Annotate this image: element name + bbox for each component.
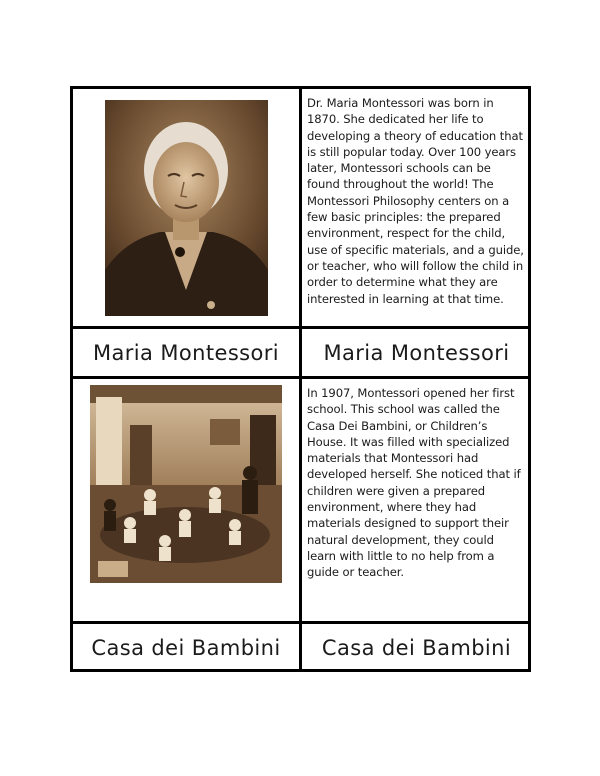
definition-card-label: Casa dei Bambini — [321, 636, 512, 660]
casa-dei-bambini-description: In 1907, Montessori opened her first school. This school was called the Casa Dei Bambini, or Children’s House. It was filled with specialized materials that Montessori had developed herself. She noticed that if children were given a prepared environment, where they had materials designed to support their natural development, they could learn with little to no help from a guide or teacher. — [307, 386, 521, 580]
portrait-photo-cell — [73, 89, 299, 326]
casa-dei-bambini-photo — [90, 385, 282, 583]
montessori-description: Dr. Maria Montessori was born in 1870. She dedicated her life to developing a theory of education that is still popular today. Over 100 years later, Montessori schools can be found throughout the world! The Montessori Philosophy centers on a few basic principles: the prepared environment, respect for the child, use of specific materials, and a guide, or teacher, who will follow the child in order to determine what they are interested in learning at that time. — [307, 96, 524, 306]
maria-montessori-portrait — [105, 100, 268, 316]
picture-card-label: Casa dei Bambini — [91, 636, 281, 660]
nomenclature-card-grid — [70, 86, 531, 672]
picture-card-label: Maria Montessori — [92, 340, 280, 365]
definition-card-label: Maria Montessori — [323, 340, 510, 365]
classroom-photo-cell — [73, 379, 299, 621]
